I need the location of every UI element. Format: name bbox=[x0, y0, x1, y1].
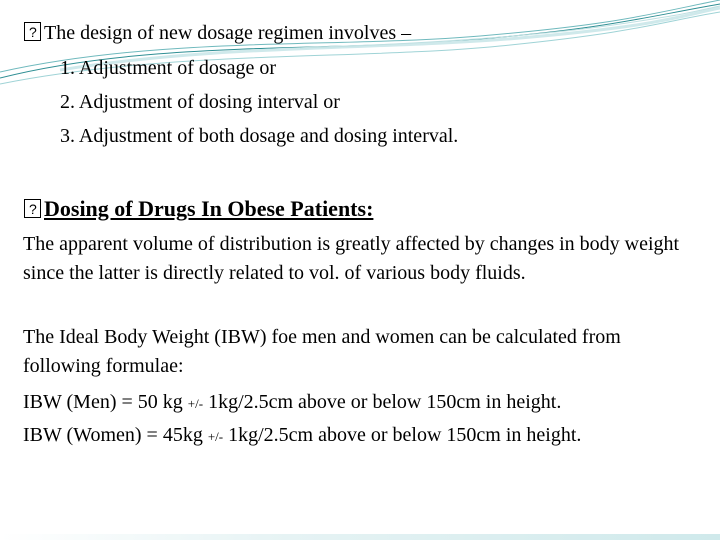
list-item bbox=[60, 90, 340, 114]
formula-women bbox=[23, 423, 581, 449]
intro-text: The design of new dosage regimen involves – bbox=[44, 22, 412, 44]
list-item bbox=[60, 124, 458, 148]
formula-women-after: 1kg/2.5cm above or below 150cm in height. bbox=[223, 424, 582, 446]
list-item-text: 1. Adjustment of dosage or bbox=[60, 57, 277, 79]
formula-women-before: IBW (Women) = 45kg bbox=[23, 424, 208, 446]
section-heading: Dosing of Drugs In Obese Patients: bbox=[44, 196, 374, 221]
formula-men-before: IBW (Men) = 50 kg bbox=[23, 391, 188, 413]
bullet-placeholder-icon bbox=[24, 22, 41, 41]
formula-men-after: 1kg/2.5cm above or below 150cm in height. bbox=[203, 391, 562, 413]
paragraph-ibw-intro: The Ideal Body Weight (IBW) foe men and women can be calculated from following formulae: bbox=[23, 326, 621, 377]
paragraph-volume-distribution: The apparent volume of distribution is greatly affected by changes in body weight since the latter is directly related to vol. of various body fluids. bbox=[23, 233, 680, 284]
list-item-text: 3. Adjustment of both dosage and dosing interval. bbox=[60, 125, 459, 147]
formula-women-plusminus: +/- bbox=[207, 429, 224, 444]
section-heading-line bbox=[24, 197, 373, 222]
list-item bbox=[60, 56, 276, 80]
bullet-placeholder-icon bbox=[24, 199, 41, 218]
intro-line bbox=[24, 21, 411, 45]
list-item-text: 2. Adjustment of dosing interval or bbox=[60, 91, 340, 113]
formula-men-plusminus: +/- bbox=[187, 396, 204, 411]
bottom-decor-band bbox=[0, 534, 720, 540]
formula-men bbox=[23, 390, 561, 416]
